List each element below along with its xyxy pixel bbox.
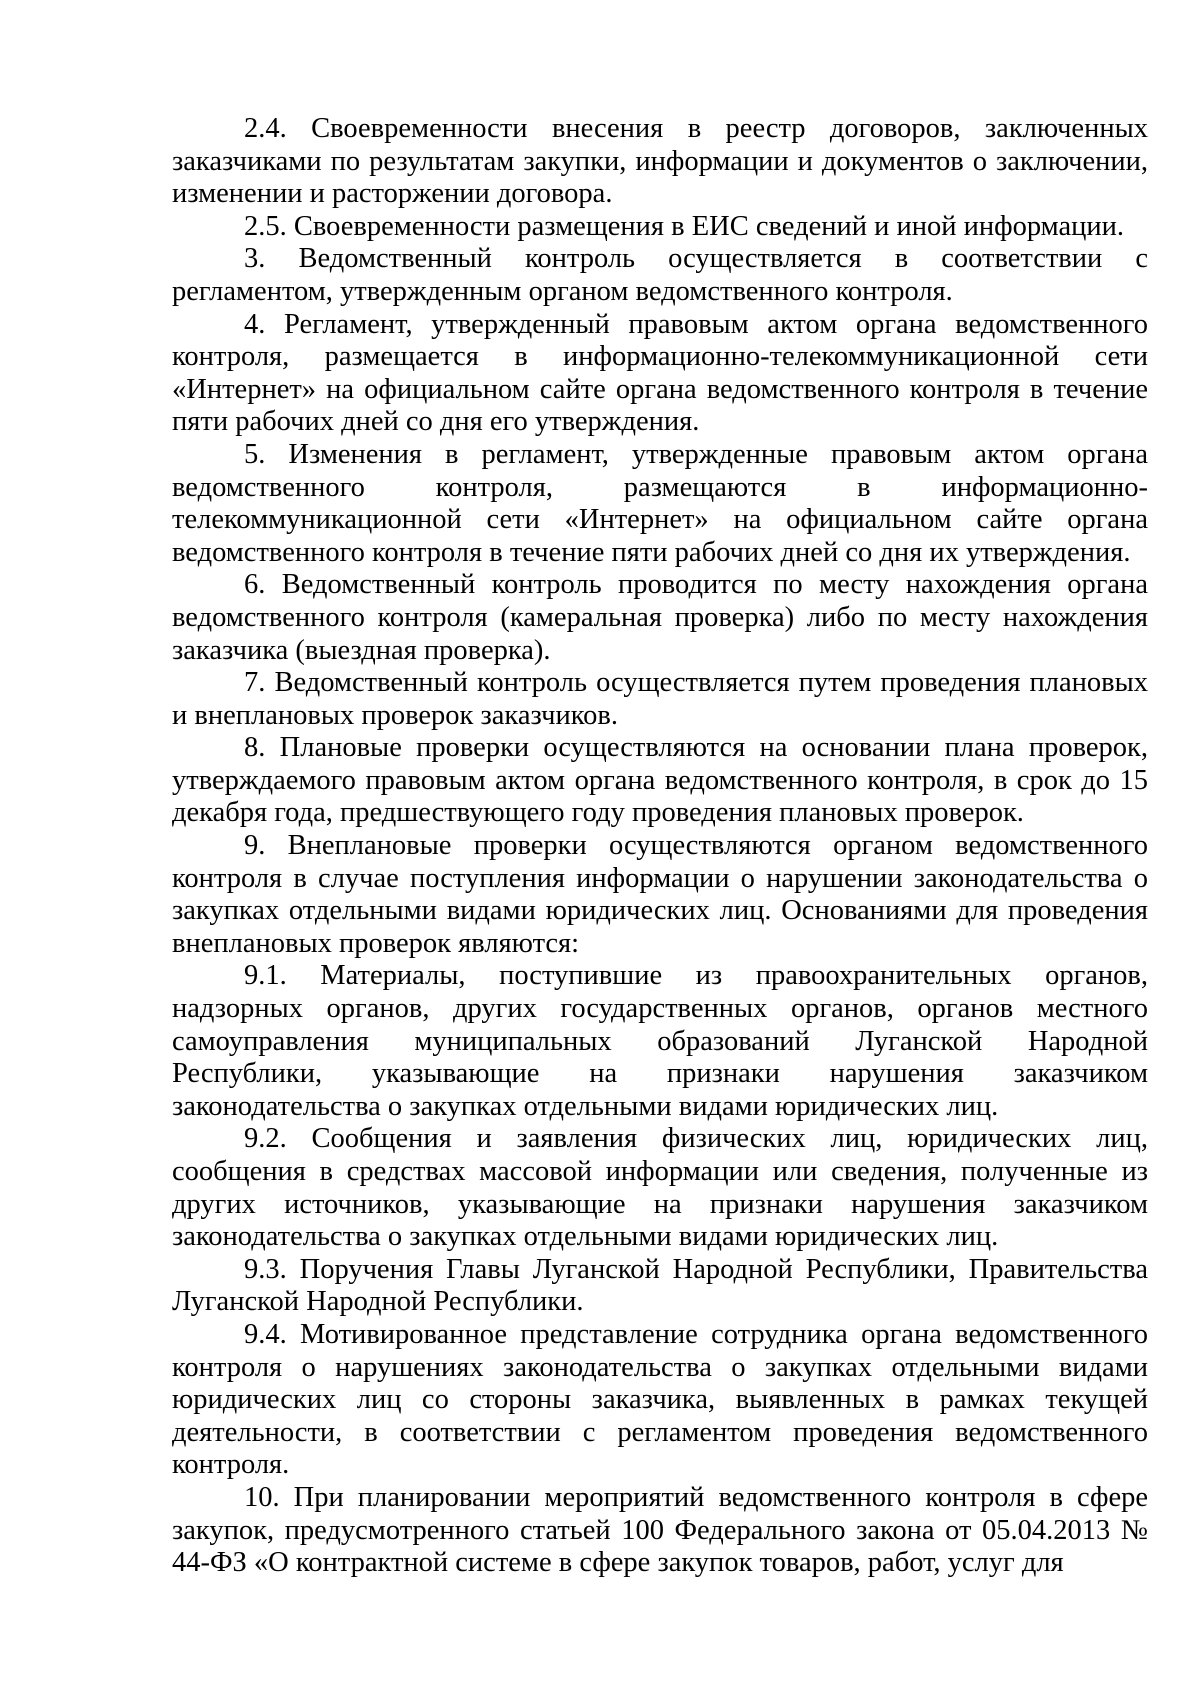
paragraph-9: 9. Внеплановые проверки осуществляются органом ведомственного контроля в случае поступления информации о нарушении законодательства о закупках отдельными видами юридических лиц. Основаниями для проведения внеплановых проверок являются: [172, 830, 1148, 959]
paragraph-8: 8. Плановые проверки осуществляются на основании плана проверок, утверждаемого правовым актом органа ведомственного контроля, в срок до 15 декабря года, предшествующего году проведения плановых проверок. [172, 732, 1148, 829]
paragraph-7: 7. Ведомственный контроль осуществляется путем проведения плановых и внеплановых проверок заказчиков. [172, 667, 1148, 731]
paragraph-4: 4. Регламент, утвержденный правовым актом органа ведомственного контроля, размещается в информационно-телекоммуникационной сети «Интернет» на официальном сайте органа ведомственного контроля в течение пяти рабочих дней со дня его утверждения. [172, 308, 1148, 438]
paragraph-6: 6. Ведомственный контроль проводится по месту нахождения органа ведомственного контроля (камеральная проверка) либо по месту нахождения заказчика (выездная проверка). [172, 569, 1148, 666]
paragraph-9-4: 9.4. Мотивированное представление сотрудника органа ведомственного контроля о нарушениях законодательства о закупках отдельными видами юридических лиц со стороны заказчика, выявленных в рамках текущей деятельности, в соответствии с регламентом проведения ведомственного контроля. [172, 1318, 1148, 1481]
paragraph-2-5: 2.5. Своевременности размещения в ЕИС сведений и иной информации. [244, 210, 1125, 242]
paragraph-10: 10. При планировании мероприятий ведомственного контроля в сфере закупок, предусмотренного статьей 100 Федерального закона от 05.04.2013 № 44-ФЗ «О контрактной системе в сфере закупок товаров, работ, услуг для [172, 1481, 1148, 1579]
paragraph-2-4: 2.4. Своевременности внесения в реестр договоров, заключенных заказчиками по результатам закупки, информации и документов о заключении, изменении и расторжении договора. [172, 113, 1148, 210]
paragraph-9-1: 9.1. Материалы, поступившие из правоохранительных органов, надзорных органов, других государственных органов, органов местного самоуправления муниципальных образований Луганской Народной Республики, указывающие на признаки нарушения заказчиком законодательства о закупках отдельными видами юридических лиц. [172, 960, 1148, 1122]
paragraph-9-3: 9.3. Поручения Главы Луганской Народной Республики, Правительства Луганской Народной Республики. [172, 1253, 1148, 1318]
paragraph-3: 3. Ведомственный контроль осуществляется в соответствии с регламентом, утвержденным органом ведомственного контроля. [172, 243, 1148, 307]
paragraph-5: 5. Изменения в регламент, утвержденные правовым актом органа ведомственного контроля, размещаются в информационно-телекоммуникационной сети «Интернет» на официальном сайте органа ведомственного контроля в течение пяти рабочих дней со дня их утверждения. [172, 438, 1148, 568]
paragraph-9-2: 9.2. Сообщения и заявления физических лиц, юридических лиц, сообщения в средствах массовой информации или сведения, полученные из других источников, указывающие на признаки нарушения заказчиком законодательства о закупках отдельными видами юридических лиц. [172, 1123, 1148, 1253]
document-body [172, 113, 1148, 1580]
